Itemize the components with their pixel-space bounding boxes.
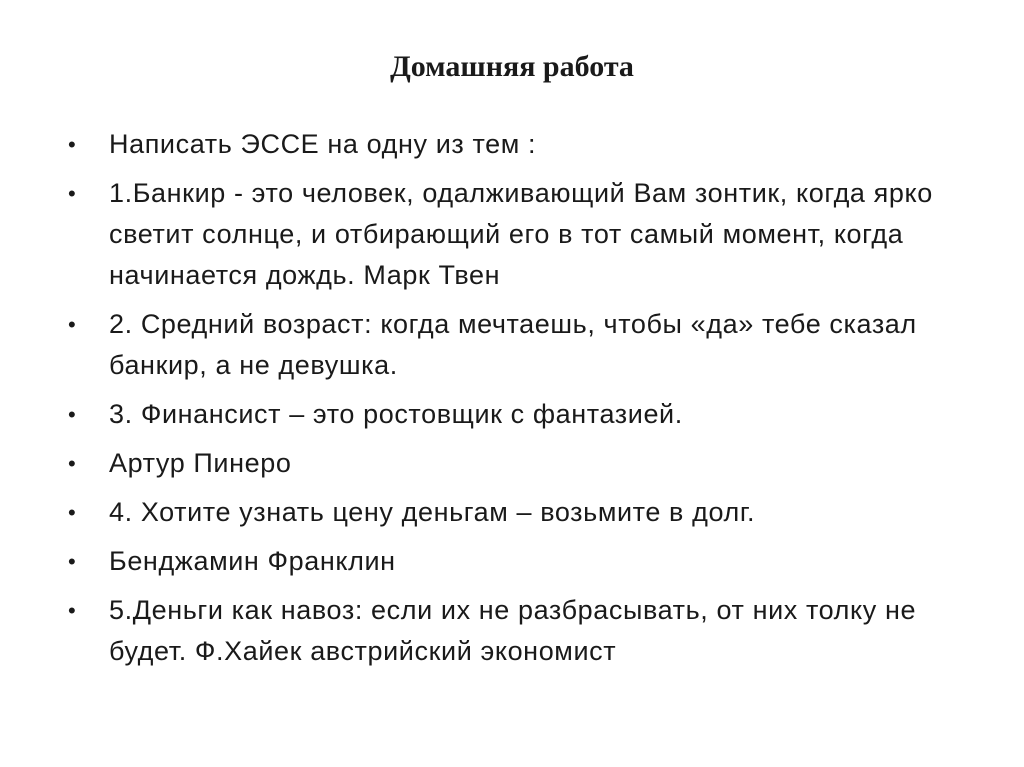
bullet-icon: • xyxy=(68,598,76,623)
bullet-icon: • xyxy=(68,451,76,476)
list-item xyxy=(68,492,968,533)
list-item-text: Бенджамин Франклин xyxy=(109,546,396,576)
bullet-icon: • xyxy=(68,132,76,157)
list-item-text: Написать ЭССЕ на одну из тем : xyxy=(109,129,537,159)
list-item-text: 5.Деньги как навоз: если их не разбрасывать, от них толку не будет. Ф.Хайек австрийский экономист xyxy=(109,595,917,666)
list-item-text: 3. Финансист – это ростовщик с фантазией. xyxy=(109,399,683,429)
slide-title: Домашняя работа xyxy=(390,50,634,83)
bullet-icon: • xyxy=(68,402,76,427)
list-item-text: 1.Банкир - это человек, одалживающий Вам зонтик, когда ярко светит солнце, и отбирающий его в тот самый момент, когда начинается дождь. Марк Твен xyxy=(109,178,933,290)
list-item xyxy=(68,394,968,435)
list-item-text: 2. Средний возраст: когда мечтаешь, чтобы «да» тебе сказал банкир, а не девушка. xyxy=(109,309,917,380)
bullet-icon: • xyxy=(68,549,76,574)
list-item-text: Артур Пинеро xyxy=(109,448,292,478)
list-item xyxy=(68,173,968,296)
bullet-list xyxy=(68,124,968,680)
list-item xyxy=(68,443,968,484)
list-item xyxy=(68,590,968,672)
bullet-icon: • xyxy=(68,312,76,337)
bullet-icon: • xyxy=(68,500,76,525)
list-item xyxy=(68,124,968,165)
list-item-text: 4. Хотите узнать цену деньгам – возьмите в долг. xyxy=(109,497,756,527)
list-item xyxy=(68,541,968,582)
bullet-icon: • xyxy=(68,181,76,206)
list-item xyxy=(68,304,968,386)
